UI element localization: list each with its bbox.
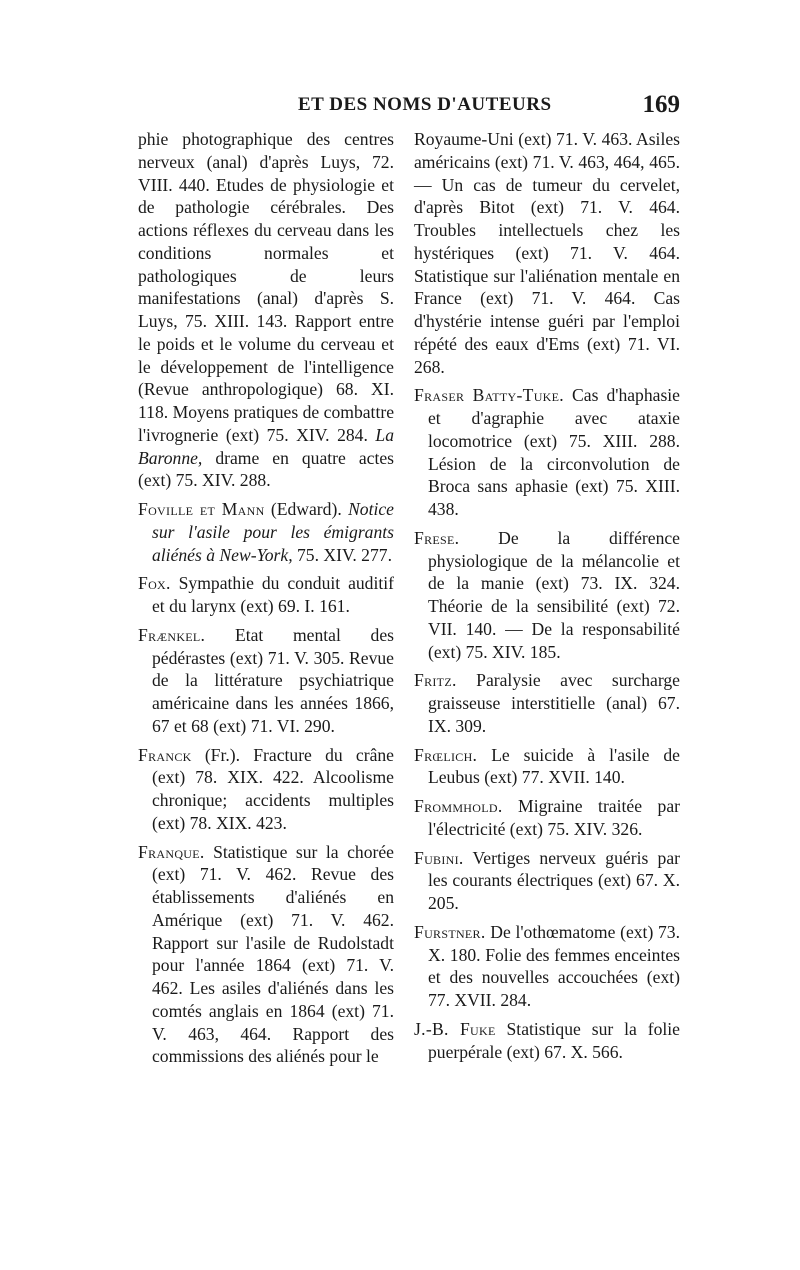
author-name: Fubini. — [414, 847, 464, 868]
author-name: J.-B. Fuke — [414, 1018, 496, 1039]
index-entry: Franck (Fr.). Fracture du crâne (ext) 78. XIX. 422. Alcoolisme chronique; accidents multiples (ext) 78. XIX. 423. — [138, 744, 394, 833]
author-name: Furstner. — [414, 921, 486, 942]
author-name: Fritz. — [414, 670, 457, 691]
index-entry: Fubini. Vertiges nerveux guéris par les courants électriques (ext) 67. X. 205. — [414, 847, 680, 913]
index-entry: Furstner. De l'othœmatome (ext) 73. X. 180. Folie des femmes enceintes et des nouvelles accouchées (ext) 77. XVII. 284. — [414, 921, 680, 1010]
running-head: ET DES NOMS D'AUTEURS — [298, 94, 552, 115]
author-name: Frese. — [414, 527, 460, 548]
index-entry: Frænkel. Etat mental des pédérastes (ext) 71. V. 305. Revue de la littérature psychiatrique américaine dans les années 1866, 67 et 68 (ext) 71. VI. 290. — [138, 624, 394, 736]
author-name: Foville et Mann — [138, 499, 265, 519]
index-entry: Fritz. Paralysie avec surcharge graisseuse interstitielle (anal) 67. IX. 309. — [414, 670, 680, 736]
author-name: Franck — [138, 744, 192, 765]
author-name: Fraser Batty-Tuke. — [414, 385, 564, 406]
index-entry: Royaume-Uni (ext) 71. V. 463. Asiles américains (ext) 71. V. 463, 464, 465. — Un cas de tumeur du cervelet, d'après Bitot (ext) 71. V. 464. Troubles intellectuels chez les hystériques (ext) 71. V. 464. Statistique sur l'aliénation mentale en France (ext) 71. V. 464. Cas d'hystérie intense guéri par l'emploi répété des eaux d'Ems (ext) 71. VI. 268. — [414, 129, 680, 377]
right-column — [414, 128, 680, 1069]
page-header — [135, 91, 680, 124]
index-entry: Fraser Batty-Tuke. Cas d'haphasie et d'agraphie avec ataxie locomotrice (ext) 75. XIII. 288. Lésion de la circonvolution de Broca sans aphasie (ext) 75. XIII. 438. — [414, 385, 680, 519]
index-entry: phie photographique des centres nerveux (anal) d'après Luys, 72. VIII. 440. Etudes de physiologie et de pathologie cérébrales. Des actions réflexes du cerveau dans les conditions normales et pathologiques de leurs manifestations (anal) d'après S. Luys, 75. XIII. 143. Rapport entre le poids et le volume du cerveau et le développement de l'intelligence (Revue anthropologique) 68. XI. 118. Moyens pratiques de combattre l'ivrognerie (ext) 75. XIV. 284. La Baronne, drame en quatre actes (ext) 75. XIV. 288. — [138, 129, 394, 491]
index-entry: Franque. Statistique sur la chorée (ext) 71. V. 462. Revue des établissements d'aliénés en Amérique (ext) 71. V. 462. Rapport sur l'asile de Rudolstadt pour l'année 1864 (ext) 71. V. 462. Les asiles d'aliénés dans les comtés anglais en 1864 (ext) 71. V. 463, 464. Rapport des commissions des aliénés pour le — [138, 841, 394, 1067]
page-number: 169 — [642, 91, 680, 118]
index-entry: Frœlich. Le suicide à l'asile de Leubus (ext) 77. XVII. 140. — [414, 744, 680, 788]
left-column — [138, 128, 394, 1074]
author-name: Franque. — [138, 841, 205, 862]
index-entry: Frese. De la différence physiologique de la mélancolie et de la manie (ext) 73. IX. 324. Théorie de la sensibilité (ext) 72. VII. 140. — De la responsabilité (ext) 75. XIV. 185. — [414, 527, 680, 662]
author-name: Frœlich. — [414, 744, 478, 765]
index-entry: Foville et Mann (Edward). Notice sur l'asile pour les émigrants aliénés à New-York, 75. XIV. 277. — [138, 499, 394, 565]
author-name: Frænkel. — [138, 624, 206, 645]
index-entry: J.-B. Fuke Statistique sur la folie puerpérale (ext) 67. X. 566. — [414, 1018, 680, 1062]
author-name: Frommhold. — [414, 796, 503, 816]
index-entry: Frommhold. Migraine traitée par l'électricité (ext) 75. XIV. 326. — [414, 796, 680, 839]
author-name: Fox. — [138, 573, 171, 594]
index-entry: Fox. Sympathie du conduit auditif et du larynx (ext) 69. I. 161. — [138, 573, 394, 616]
